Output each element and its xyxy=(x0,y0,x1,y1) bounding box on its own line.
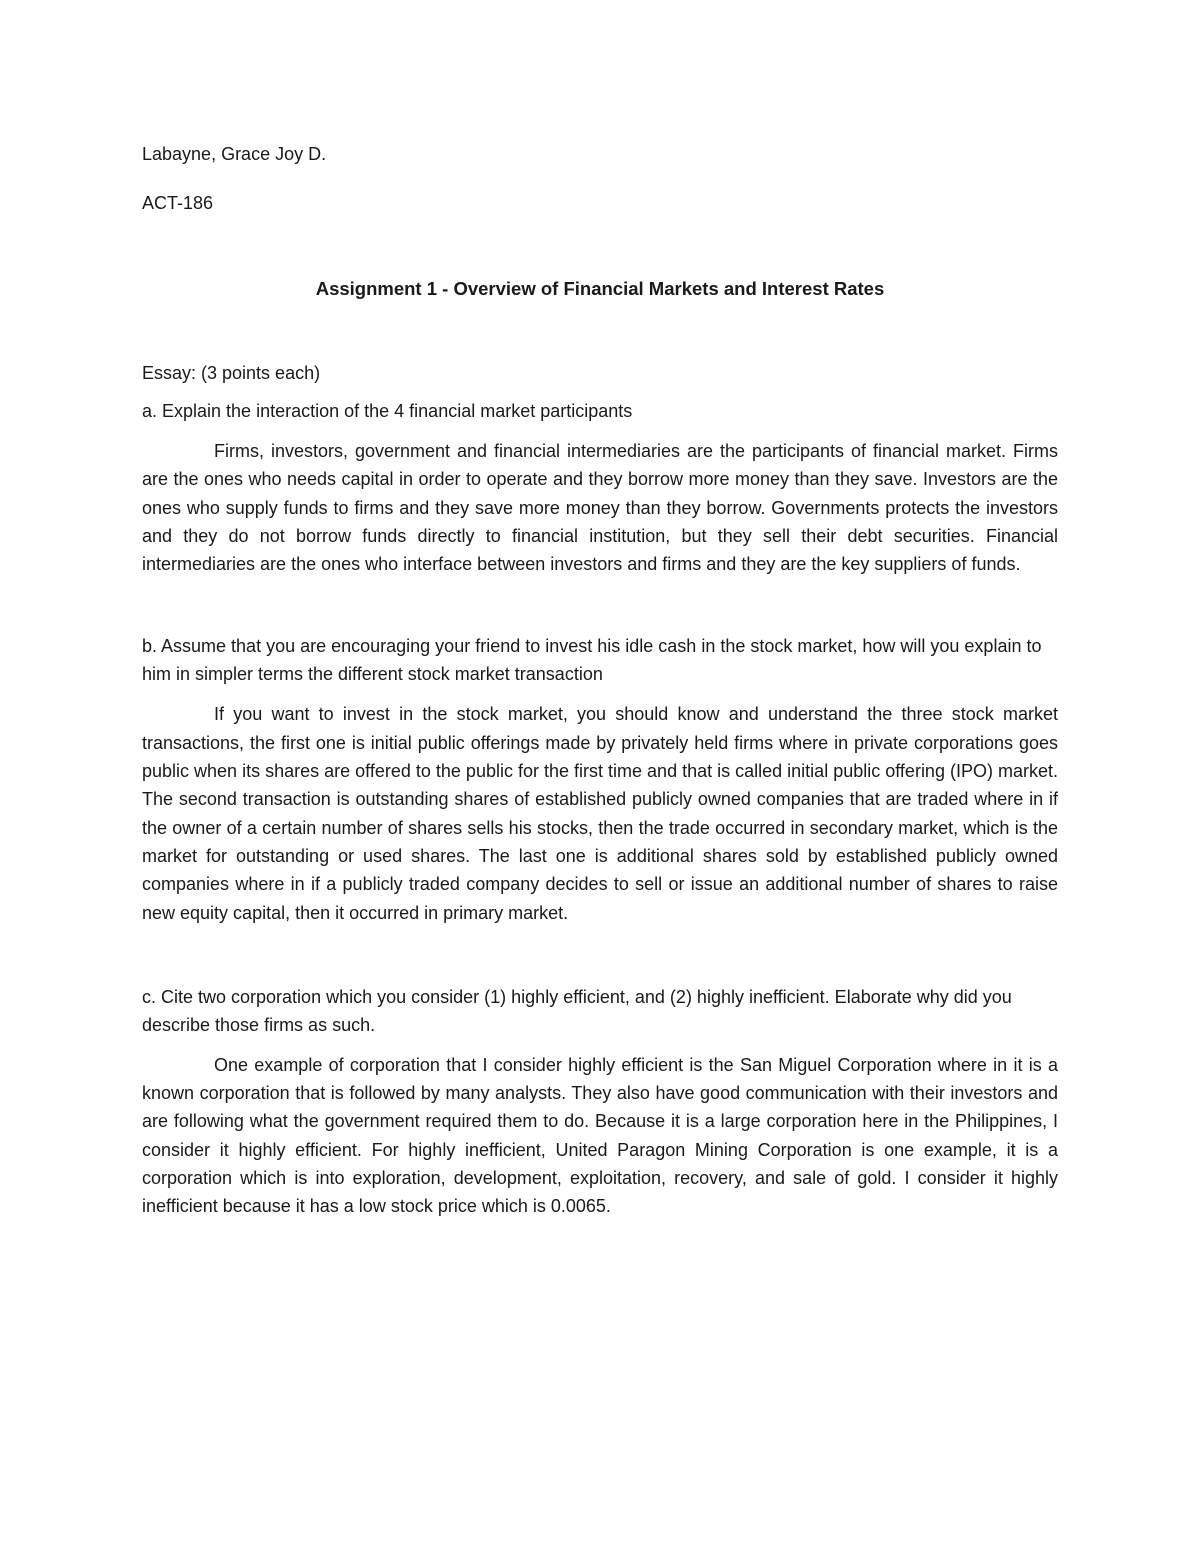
assignment-title: Assignment 1 - Overview of Financial Markets and Interest Rates xyxy=(315,278,885,299)
question-b-prompt: b. Assume that you are encouraging your friend to invest his idle cash in the stock market, how will you explain to him in simpler terms the different stock market transaction xyxy=(142,636,1042,685)
question-a-prompt: a. Explain the interaction of the 4 financial market participants xyxy=(142,401,633,421)
author-name: Labayne, Grace Joy D. xyxy=(142,144,327,164)
question-c-prompt: c. Cite two corporation which you consider (1) highly efficient, and (2) highly inefficient. Elaborate why did you describe those firms as such. xyxy=(142,986,1012,1035)
essay-instructions: Essay: (3 points each) xyxy=(142,363,321,383)
question-c-answer: One example of corporation that I consider highly efficient is the San Miguel Corporation where in it is a known corporation that is followed by many analysts. They also have good communication with their investors and are following what the government required them to do. Because it is a large corporation here in the Philippines, I consider it highly efficient. For highly inefficient, United Paragon Mining Corporation is one example, it is a corporation which is into exploration, development, exploitation, recovery, and sale of gold. I consider it highly inefficient because it has a low stock price which is 0.0065. xyxy=(142,1054,1058,1217)
course-code: ACT-186 xyxy=(142,193,214,213)
question-a-answer: Firms, investors, government and financial intermediaries are the participants of financial market. Firms are the ones who needs capital in order to operate and they borrow more money than they save. Investors are the ones who supply funds to firms and they save more money than they borrow. Governments protects the investors and they do not borrow funds directly to financial institution, but they sell their debt securities. Financial intermediaries are the ones who interface between investors and firms and they are the key suppliers of funds. xyxy=(142,441,1058,575)
document-body xyxy=(142,140,1058,1221)
question-b-answer: If you want to invest in the stock market, you should know and understand the three stock market transactions, the first one is initial public offerings made by privately held firms where in private corporations goes public when its shares are offered to the public for the first time and that is called initial public offering (IPO) market. The second transaction is outstanding shares of established publicly owned companies that are traded where in if the owner of a certain number of shares sells his stocks, then the trade occurred in secondary market, which is the market for outstanding or used shares. The last one is additional shares sold by established publicly owned companies where in if a publicly traded company decides to sell or issue an additional number of shares to raise new equity capital, then it occurred in primary market. xyxy=(142,704,1058,923)
